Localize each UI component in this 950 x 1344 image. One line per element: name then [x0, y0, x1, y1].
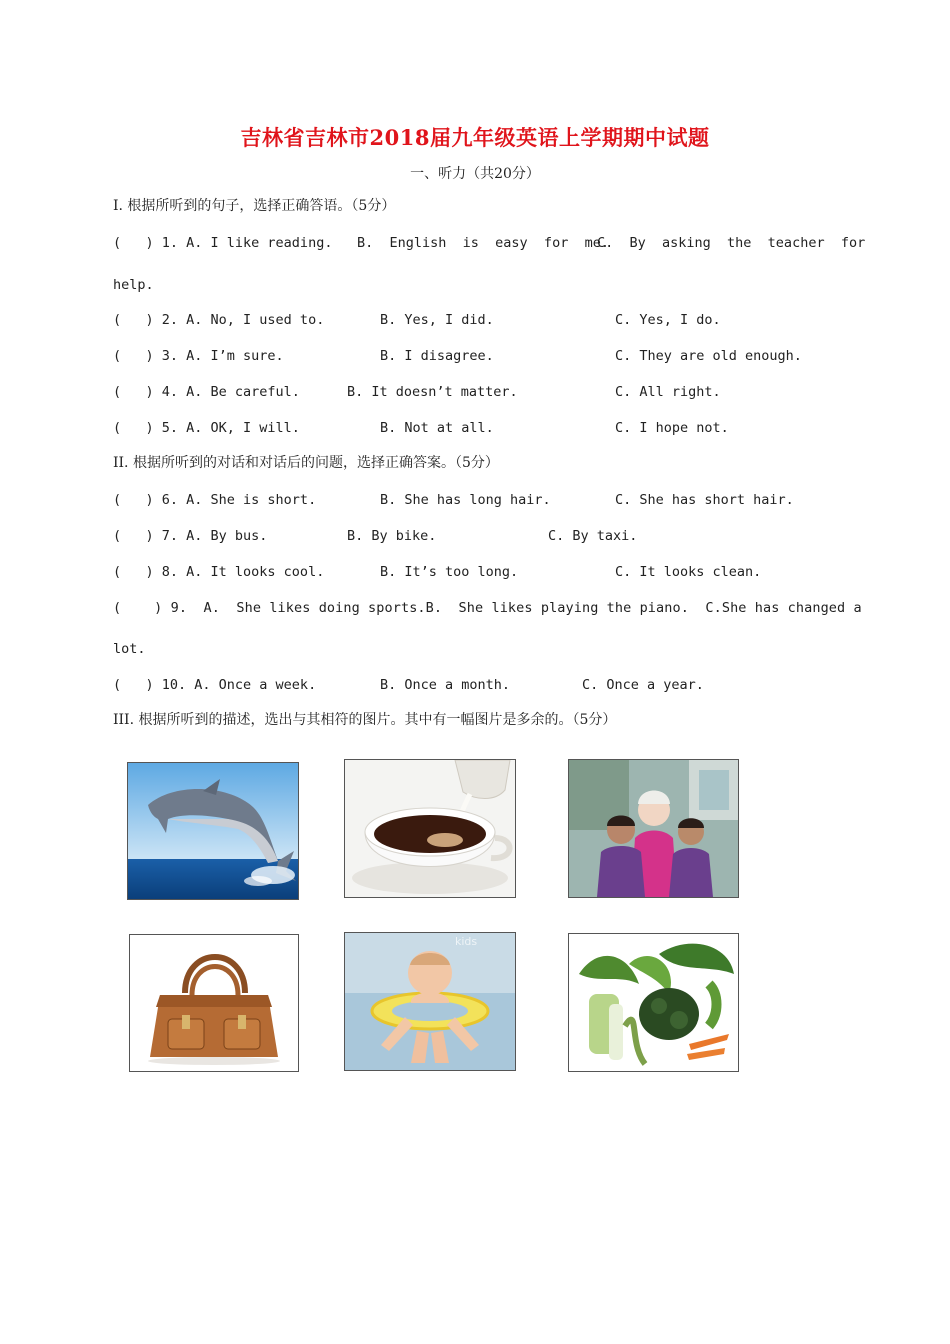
- question-1-b: B. English is easy for me.: [357, 235, 609, 251]
- question-9-continuation: lot.: [113, 641, 146, 657]
- question-6-c: C. She has short hair.: [615, 492, 794, 508]
- question-6-a: ( ) 6. A. She is short.: [113, 492, 317, 508]
- question-2-b: B. Yes, I did.: [380, 312, 494, 328]
- question-5-a: ( ) 5. A. OK, I will.: [113, 420, 300, 436]
- question-8-b: B. It’s too long.: [380, 564, 519, 580]
- question-10-b: B. Once a month.: [380, 677, 511, 693]
- picture-handbag: [129, 934, 299, 1072]
- question-9: ( ) 9. A. She likes doing sports.B. She likes playing the piano. C.She has changed a: [113, 600, 862, 616]
- question-7-a: ( ) 7. A. By bus.: [113, 528, 268, 544]
- picture-vegetables: [568, 933, 739, 1072]
- question-3-b: B. I disagree.: [380, 348, 494, 364]
- question-10-c: C. Once a year.: [582, 677, 704, 693]
- question-7-b: B. By bike.: [347, 528, 437, 544]
- page-title: 吉林省吉林市2018届九年级英语上学期期中试题: [240, 125, 710, 150]
- question-5-b: B. Not at all.: [380, 420, 494, 436]
- question-8-a: ( ) 8. A. It looks cool.: [113, 564, 325, 580]
- question-4-c: C. All right.: [615, 384, 721, 400]
- picture-coffee: [344, 759, 516, 898]
- question-8-c: C. It looks clean.: [615, 564, 762, 580]
- section-2-instruction: II. 根据所听到的对话和对话后的问题，选择正确答案。（5分）: [113, 455, 499, 471]
- question-1-c: C. By asking the teacher for: [597, 235, 866, 251]
- question-7-c: C. By taxi.: [548, 528, 638, 544]
- question-2-c: C. Yes, I do.: [615, 312, 721, 328]
- question-3-c: C. They are old enough.: [615, 348, 802, 364]
- picture-baby-in-bath: [344, 932, 516, 1071]
- section-3-instruction: III. 根据所听到的描述，选出与其相符的图片。其中有一幅图片是多余的。（5分）: [113, 712, 617, 728]
- question-2-a: ( ) 2. A. No, I used to.: [113, 312, 325, 328]
- watermark-text: kids: [455, 935, 478, 948]
- section-heading-listening: 一、听力（共20分）: [410, 166, 540, 182]
- question-6-b: B. She has long hair.: [380, 492, 551, 508]
- section-1-instruction: I. 根据所听到的句子，选择正确答语。（5分）: [113, 198, 396, 214]
- question-10-a: ( ) 10. A. Once a week.: [113, 677, 317, 693]
- picture-woman-with-girls: [568, 759, 739, 898]
- question-4-b: B. It doesn’t matter.: [347, 384, 518, 400]
- question-1-continuation: help.: [113, 277, 154, 293]
- question-4-a: ( ) 4. A. Be careful.: [113, 384, 300, 400]
- question-5-c: C. I hope not.: [615, 420, 729, 436]
- picture-dolphin: [127, 762, 299, 900]
- question-1-a: ( ) 1. A. I like reading.: [113, 235, 333, 251]
- question-3-a: ( ) 3. A. I’m sure.: [113, 348, 284, 364]
